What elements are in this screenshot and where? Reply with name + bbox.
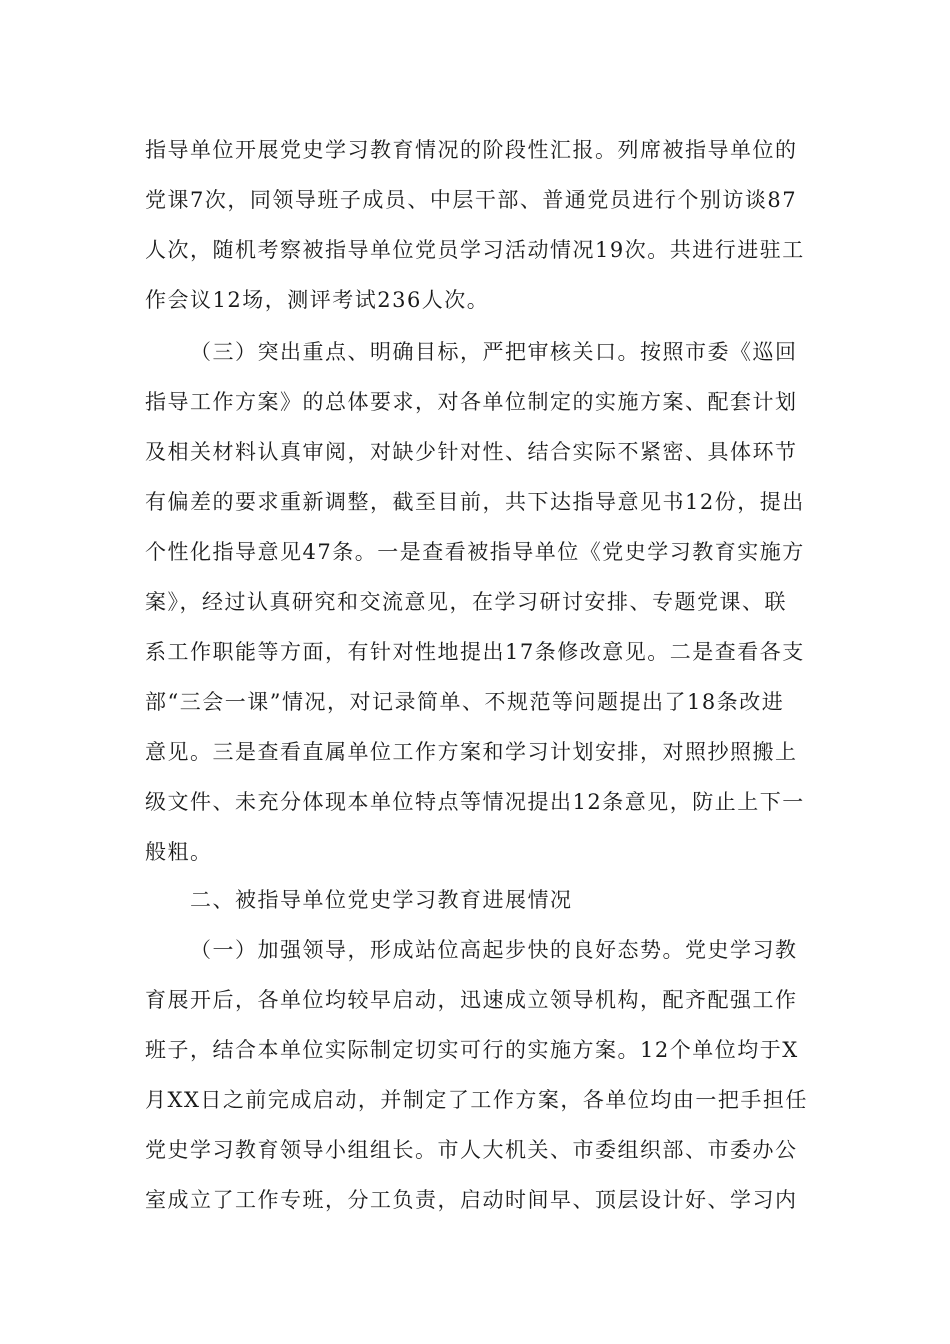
text-line: 般粗。 bbox=[145, 840, 213, 864]
text-line: 育展开后，各单位均较早启动，迅速成立领导机构，配齐配强工作 bbox=[145, 988, 798, 1012]
text-line: 系工作职能等方面，有针对性地提出17条修改意见。二是查看各支 bbox=[145, 640, 805, 664]
text-line: 室成立了工作专班，分工负责，启动时间早、顶层设计好、学习内 bbox=[145, 1188, 798, 1212]
text-line: 部“三会一课”情况，对记录简单、不规范等问题提出了18条改进 bbox=[145, 690, 785, 714]
paragraph-start-line: （一）加强领导，形成站位高起步快的良好态势。党史学习教 bbox=[190, 938, 798, 962]
text-line: 月XX日之前完成启动，并制定了工作方案，各单位均由一把手担任 bbox=[145, 1088, 808, 1112]
text-line: 案》，经过认真研究和交流意见，在学习研讨安排、专题党课、联 bbox=[145, 590, 787, 614]
text-line: 指导单位开展党史学习教育情况的阶段性汇报。列席被指导单位的 bbox=[145, 138, 798, 162]
text-line: 党史学习教育领导小组组长。市人大机关、市委组织部、市委办公 bbox=[145, 1138, 798, 1162]
text-line: 意见。三是查看直属单位工作方案和学习计划安排，对照抄照搬上 bbox=[145, 740, 798, 764]
text-line: 个性化指导意见47条。一是查看被指导单位《党史学习教育实施方 bbox=[145, 540, 805, 564]
text-line: 人次，随机考察被指导单位党员学习活动情况19次。共进行进驻工 bbox=[145, 238, 805, 262]
text-line: 级文件、未充分体现本单位特点等情况提出12条意见，防止上下一 bbox=[145, 790, 805, 814]
text-line: 党课7次，同领导班子成员、中层干部、普通党员进行个别访谈87 bbox=[145, 188, 798, 212]
text-line: 及相关材料认真审阅，对缺少针对性、结合实际不紧密、具体环节 bbox=[145, 440, 798, 464]
text-line: 指导工作方案》的总体要求，对各单位制定的实施方案、配套计划 bbox=[145, 390, 798, 414]
text-line: 作会议12场，测评考试236人次。 bbox=[145, 288, 490, 312]
paragraph-start-line: （三）突出重点、明确目标，严把审核关口。按照市委《巡回 bbox=[190, 340, 798, 364]
text-line: 有偏差的要求重新调整，截至目前，共下达指导意见书12份，提出 bbox=[145, 490, 805, 514]
text-line: 班子，结合本单位实际制定切实可行的实施方案。12个单位均于X bbox=[145, 1038, 799, 1062]
section-heading: 二、被指导单位党史学习教育进展情况 bbox=[190, 888, 573, 912]
